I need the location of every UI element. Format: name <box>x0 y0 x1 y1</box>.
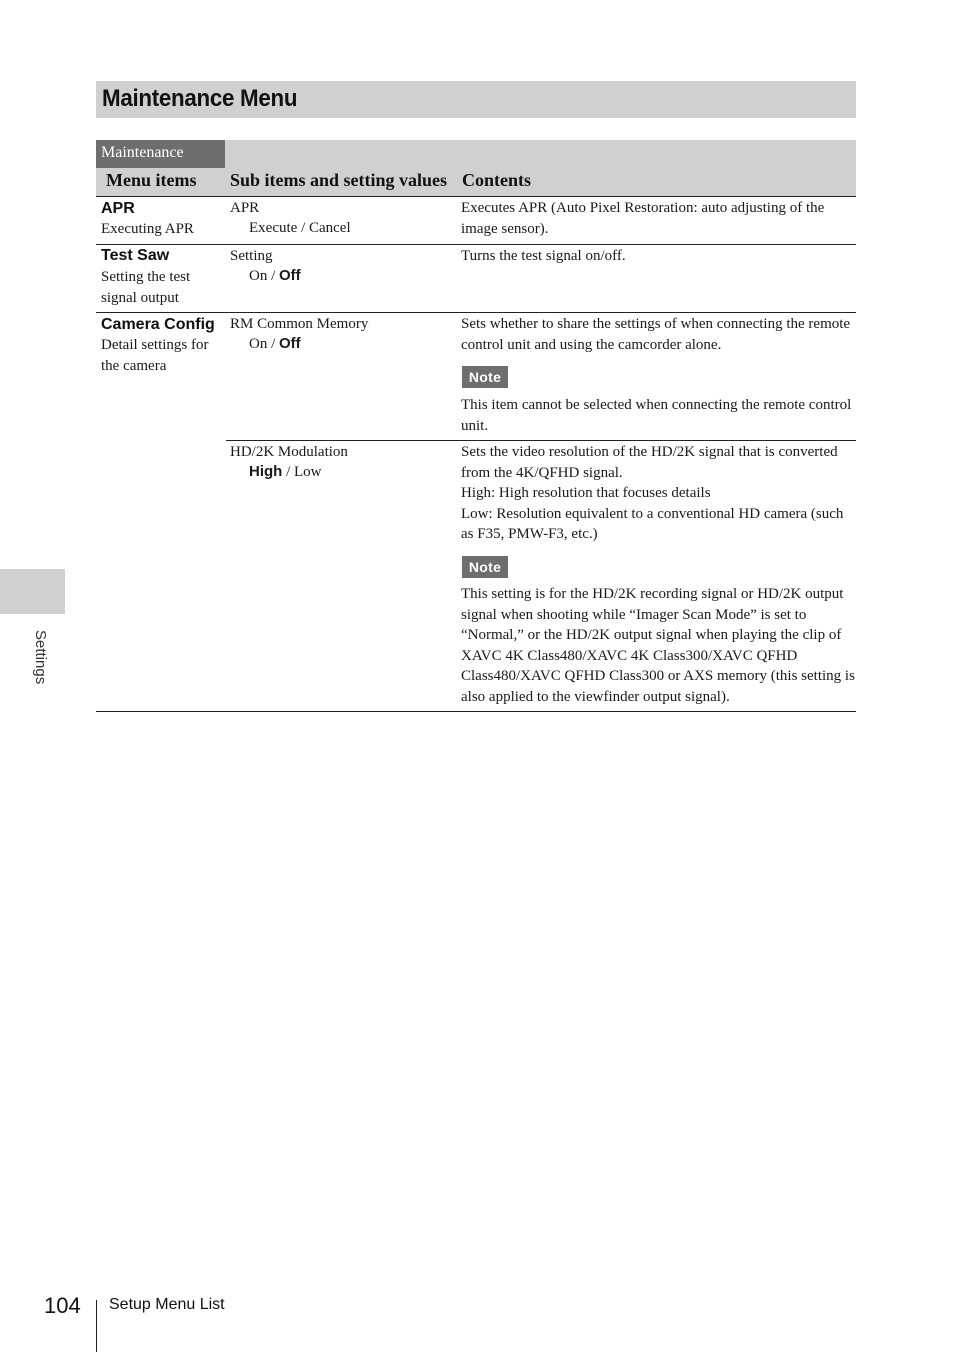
contents-text: Sets whether to share the settings of when connecting the remote control unit and using the camcorder alone. <box>461 316 851 353</box>
note-text: This setting is for the HD/2K recording signal or HD/2K output signal when shooting while “Imager Scan Mode” is set to “Normal,” or the HD/2K output signal when playing the clip of XAVC 4K Class480/XAVC 4K Class300/XAVC QFHD Class480/XAVC QFHD Class300 or AXS memory (this setting is also applied to the viewfinder output signal). <box>461 586 855 705</box>
contents-text: Executes APR (Auto Pixel Restoration: auto adjusting of the image sensor). <box>461 200 825 237</box>
row-divider <box>96 312 856 313</box>
note-badge: Note <box>462 366 508 388</box>
row-divider <box>226 440 856 441</box>
sub-item-name: APR <box>230 200 260 216</box>
header-menu-items: Menu items <box>106 170 197 190</box>
header-contents: Contents <box>462 170 532 190</box>
sub-item-values: On / Off <box>249 267 301 284</box>
footer-section: Setup Menu List <box>109 1296 225 1313</box>
sub-item-name: RM Common Memory <box>230 316 369 332</box>
note-text: This item cannot be selected when connecting the remote control unit. <box>461 397 852 434</box>
menu-item-name: APR <box>101 200 135 217</box>
sub-item-values: High / Low <box>249 463 322 480</box>
menu-item-desc: Setting the test signal output <box>101 269 191 306</box>
table-header <box>96 140 856 197</box>
header-sub-items: Sub items and setting values <box>230 170 448 190</box>
contents-line: Sets the video resolution of the HD/2K signal that is converted from the 4K/QFHD signal. <box>461 444 838 481</box>
menu-item-name: Test Saw <box>101 247 170 264</box>
page-title-bar <box>96 81 856 118</box>
table-bottom-rule <box>96 711 856 712</box>
row-divider <box>96 244 856 245</box>
side-tab-label: Settings <box>32 630 49 685</box>
page-number: 104 <box>44 1293 81 1318</box>
contents-text: Turns the test signal on/off. <box>461 248 626 264</box>
menu-item-desc: Executing APR <box>101 221 194 237</box>
note-badge: Note <box>462 556 508 578</box>
side-tab <box>0 569 65 614</box>
sub-item-values: On / Off <box>249 335 301 352</box>
contents-line: High: High resolution that focuses details <box>461 485 711 501</box>
contents-line: Low: Resolution equivalent to a conventional HD camera (such as F35, PMW-F3, etc.) <box>461 505 844 542</box>
menu-item-desc: Detail settings for the camera <box>101 337 209 374</box>
category-tab: Maintenance <box>96 140 225 168</box>
page-title: Maintenance Menu <box>102 85 298 112</box>
sub-item-name: HD/2K Modulation <box>230 444 348 460</box>
footer-rule <box>96 1300 97 1352</box>
contents-text <box>461 442 856 545</box>
sub-item-name: Setting <box>230 248 273 264</box>
sub-item-values: Execute / Cancel <box>249 220 351 236</box>
menu-item-name: Camera Config <box>101 316 215 333</box>
